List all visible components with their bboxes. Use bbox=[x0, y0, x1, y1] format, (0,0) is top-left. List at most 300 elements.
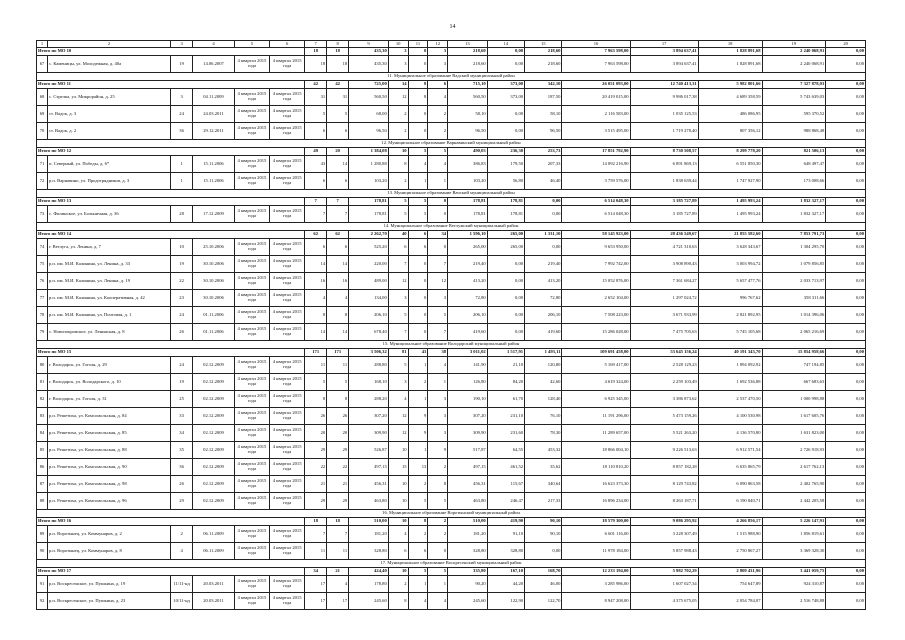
total-value: 7 bbox=[327, 198, 349, 206]
table-cell: 4 квартал 2015 года bbox=[270, 459, 305, 476]
table-cell: 0,00 bbox=[487, 256, 524, 273]
table-cell: 1 bbox=[428, 374, 448, 391]
table-cell: 43 bbox=[305, 156, 327, 173]
table-cell: 3 003 994,72 bbox=[698, 256, 762, 273]
table-cell: 4 квартал 2015 года bbox=[270, 425, 305, 442]
table-cell: 0 bbox=[428, 239, 448, 256]
table-cell: 0,00 bbox=[826, 459, 866, 476]
table-cell: 0,00 bbox=[826, 256, 866, 273]
table-cell: 22 bbox=[171, 273, 193, 290]
table-cell: 11 bbox=[327, 543, 349, 560]
table-cell: 2 821 892,95 bbox=[698, 307, 762, 324]
table-cell: 8 947 208,00 bbox=[562, 593, 630, 610]
section-row bbox=[37, 190, 866, 198]
section-title: 13. Муниципальное образование Вачский муниципальный район bbox=[37, 190, 866, 198]
table-cell: 15 286 028,00 bbox=[562, 324, 630, 341]
table-cell: 11 bbox=[305, 543, 327, 560]
table-cell: 0,00 bbox=[525, 239, 562, 256]
table-cell: 16 623 373,30 bbox=[562, 476, 630, 493]
total-value: 510,00 bbox=[448, 518, 488, 526]
page-number: 14 bbox=[449, 24, 456, 30]
table-cell: 328,80 bbox=[448, 543, 488, 560]
table-cell: 3 bbox=[428, 408, 448, 425]
table-cell: 517,87 bbox=[448, 442, 488, 459]
table-row bbox=[37, 173, 866, 190]
address-cell: ст. Вадок, д. 2 bbox=[47, 123, 170, 140]
table-cell: 0,00 bbox=[826, 173, 866, 190]
table-cell: 4 721 310,63 bbox=[630, 239, 698, 256]
table-cell: 4 квартал 2015 года bbox=[270, 307, 305, 324]
table-cell: 19 bbox=[171, 256, 193, 273]
table-cell: 74 bbox=[37, 239, 48, 256]
table-cell: 4 квартал 2015 года bbox=[234, 408, 269, 425]
table-cell: 103,20 bbox=[349, 173, 389, 190]
total-value: 62 bbox=[305, 231, 327, 239]
total-value: 8 bbox=[408, 518, 428, 526]
table-cell: 6 551 850,30 bbox=[698, 156, 762, 173]
table-cell: 288,80 bbox=[349, 357, 389, 374]
address-cell: г. Володарск, ул. Володарского, д. 10 bbox=[47, 374, 170, 391]
table-cell: 76,10 bbox=[525, 408, 562, 425]
table-cell: 2 259 103,49 bbox=[630, 374, 698, 391]
section-row bbox=[37, 73, 866, 81]
table-cell: 29 bbox=[327, 442, 349, 459]
table-cell: 4 квартал 2015 года bbox=[270, 206, 305, 223]
table-cell: 1 000 998,88 bbox=[762, 391, 826, 408]
table-cell: 7 bbox=[305, 206, 327, 223]
table-cell: 2 bbox=[428, 123, 448, 140]
column-number: 10 bbox=[388, 41, 408, 48]
total-value: 3 506,32 bbox=[349, 349, 389, 357]
table-cell: 0 bbox=[408, 123, 428, 140]
total-value: 18 bbox=[305, 48, 327, 56]
total-value: 49 bbox=[305, 148, 327, 156]
address-cell: р.п. Решетиха, ул. Комсомольская, д. 96 bbox=[47, 493, 170, 510]
table-cell: 6 bbox=[327, 123, 349, 140]
table-cell: 29 bbox=[305, 442, 327, 459]
table-cell: 11 191 296,00 bbox=[562, 408, 630, 425]
section-row bbox=[37, 510, 866, 518]
table-cell: 92 bbox=[37, 593, 48, 610]
table-cell: 219,40 bbox=[525, 256, 562, 273]
table-cell: 7 bbox=[428, 324, 448, 341]
table-cell: 29 bbox=[305, 493, 327, 510]
total-value: 90,10 bbox=[525, 518, 562, 526]
table-cell: 2 bbox=[428, 526, 448, 543]
total-row bbox=[37, 81, 866, 89]
table-cell: 6 090 863,58 bbox=[698, 476, 762, 493]
table-cell: 525,20 bbox=[349, 239, 389, 256]
total-value: 4 266 856,17 bbox=[698, 518, 762, 526]
table-cell: 4 квартал 2015 года bbox=[270, 123, 305, 140]
table-cell: 5 bbox=[428, 493, 448, 510]
total-value: 5 bbox=[408, 568, 428, 576]
table-cell: 10 bbox=[388, 442, 408, 459]
table-cell: 3 bbox=[388, 56, 408, 73]
table-cell: 2 065 216,69 bbox=[762, 324, 826, 341]
total-value: 17 851 792,90 bbox=[562, 148, 630, 156]
table-cell: 30.10.2006 bbox=[193, 290, 235, 307]
total-value: 21 bbox=[327, 568, 349, 576]
table-cell: 3 894 637,41 bbox=[630, 56, 698, 73]
table-cell: 4 квартал 2015 года bbox=[270, 408, 305, 425]
table-cell: 7 992 742,00 bbox=[562, 256, 630, 273]
table-cell: 6 bbox=[327, 239, 349, 256]
table-row bbox=[37, 374, 866, 391]
table-cell: 0,00 bbox=[487, 290, 524, 307]
table-cell: 4 квартал 2015 года bbox=[234, 576, 269, 593]
table-cell: 2 bbox=[388, 123, 408, 140]
table-cell: 103,20 bbox=[448, 173, 488, 190]
total-value: 7 853 791,73 bbox=[762, 231, 826, 239]
table-cell: 0,00 bbox=[826, 576, 866, 593]
table-cell: 8 bbox=[408, 89, 428, 106]
table-row bbox=[37, 89, 866, 106]
table-cell: 3 bbox=[388, 290, 408, 307]
housing-program-table bbox=[36, 40, 866, 610]
table-cell: 7 bbox=[327, 206, 349, 223]
table-cell: 2 054 784,07 bbox=[698, 593, 762, 610]
table-row bbox=[37, 425, 866, 442]
table-cell: 1 bbox=[171, 156, 193, 173]
table-cell: 0,00 bbox=[487, 106, 524, 123]
table-cell: 5 bbox=[408, 493, 428, 510]
table-cell: 0,00 bbox=[826, 273, 866, 290]
table-cell: 06.11.2009 bbox=[193, 526, 235, 543]
table-cell: 0,00 bbox=[826, 357, 866, 374]
total-value: 490,03 bbox=[448, 148, 488, 156]
total-value: 821 506,13 bbox=[762, 148, 826, 156]
address-cell: с. Каменицы, ул. Молодежная, д. 40а bbox=[47, 56, 170, 73]
table-cell: 178,81 bbox=[487, 206, 524, 223]
total-value: 8 bbox=[408, 81, 428, 89]
table-cell: 6 912 571,54 bbox=[698, 442, 762, 459]
table-cell: 7 bbox=[388, 256, 408, 273]
total-row bbox=[37, 231, 866, 239]
table-cell: 4 квартал 2015 года bbox=[270, 374, 305, 391]
table-cell: 29 bbox=[327, 493, 349, 510]
table-cell: 2 652 104,00 bbox=[562, 290, 630, 307]
table-cell: 0,00 bbox=[826, 156, 866, 173]
table-cell: 11/11-нд bbox=[171, 576, 193, 593]
total-value: 18 bbox=[327, 518, 349, 526]
table-cell: 4 квартал 2015 года bbox=[234, 324, 269, 341]
table-cell: 2 033 713,97 bbox=[762, 273, 826, 290]
table-cell: 4 bbox=[327, 290, 349, 307]
table-cell: 6 bbox=[408, 239, 428, 256]
table-cell: 19 bbox=[171, 374, 193, 391]
table-cell: 245,60 bbox=[448, 593, 488, 610]
table-cell: 0,00 bbox=[826, 425, 866, 442]
table-cell: 33 bbox=[171, 408, 193, 425]
table-cell: 06.11.2009 bbox=[193, 543, 235, 560]
table-cell: 15.11.2006 bbox=[193, 156, 235, 173]
table-cell: 6 bbox=[305, 123, 327, 140]
table-cell: 486 086,95 bbox=[698, 106, 762, 123]
total-value: 2 240 068,91 bbox=[762, 48, 826, 56]
table-cell: 02.12.2009 bbox=[193, 408, 235, 425]
table-cell: 1 894 092,92 bbox=[698, 357, 762, 374]
table-body bbox=[37, 41, 866, 610]
total-row bbox=[37, 568, 866, 576]
table-cell: 3 bbox=[428, 391, 448, 408]
table-cell: 4 bbox=[408, 593, 428, 610]
table-cell: 90,20 bbox=[448, 576, 488, 593]
column-number: 7 bbox=[305, 41, 327, 48]
table-cell: 6 bbox=[388, 543, 408, 560]
total-value: 6 514 048,30 bbox=[562, 198, 630, 206]
table-cell: 245,60 bbox=[349, 593, 389, 610]
table-cell: 3 bbox=[428, 56, 448, 73]
table-cell: 26 bbox=[171, 324, 193, 341]
total-value: 419,90 bbox=[487, 518, 524, 526]
total-value: 26 051 093,00 bbox=[562, 81, 630, 89]
table-cell: 44,20 bbox=[487, 576, 524, 593]
table-cell: 1 304 295,70 bbox=[762, 239, 826, 256]
column-number: 20 bbox=[826, 41, 866, 48]
table-cell: 5 743 639,03 bbox=[762, 89, 826, 106]
table-cell: 20 bbox=[305, 425, 327, 442]
total-value: 38 bbox=[428, 349, 448, 357]
total-value: 1 331,10 bbox=[525, 231, 562, 239]
table-cell: 754 647,89 bbox=[698, 576, 762, 593]
table-row bbox=[37, 307, 866, 324]
table-cell: 2 402 765,90 bbox=[762, 476, 826, 493]
table-cell: 70 bbox=[37, 123, 48, 140]
table-row bbox=[37, 442, 866, 459]
table-cell: 7 475 705,63 bbox=[630, 324, 698, 341]
table-cell: 8 bbox=[327, 307, 349, 324]
table-cell: 206,10 bbox=[349, 307, 389, 324]
column-number-row bbox=[37, 41, 866, 48]
section-title: 11. Муниципальное образование Вадский муниципальный район bbox=[37, 73, 866, 81]
total-value: 20 bbox=[327, 148, 349, 156]
table-cell: 178,80 bbox=[349, 576, 389, 593]
table-cell: 1 280,88 bbox=[349, 156, 389, 173]
table-cell: 21 bbox=[327, 476, 349, 493]
total-value: 335,80 bbox=[448, 568, 488, 576]
column-number: 4 bbox=[193, 41, 235, 48]
table-cell: 26 bbox=[327, 408, 349, 425]
table-cell: 0,00 bbox=[826, 324, 866, 341]
address-cell: р.п. Воскресенское, ул. Пушкина, д. 23 bbox=[47, 593, 170, 610]
table-cell: 126,80 bbox=[448, 374, 488, 391]
table-cell: 0 bbox=[408, 256, 428, 273]
table-cell: 5 bbox=[428, 307, 448, 324]
table-cell: 0,00 bbox=[826, 476, 866, 493]
total-value: 18 bbox=[305, 518, 327, 526]
table-cell: 9 226 513,63 bbox=[630, 442, 698, 459]
table-cell: 190,10 bbox=[448, 391, 488, 408]
table-cell: 4 квартал 2015 года bbox=[234, 442, 269, 459]
total-value: 18 bbox=[327, 48, 349, 56]
total-value: 178,81 bbox=[487, 198, 524, 206]
total-value: 178,81 bbox=[349, 198, 389, 206]
table-cell: 4 квартал 2015 года bbox=[270, 290, 305, 307]
total-value: 0,00 bbox=[826, 198, 866, 206]
table-cell: 4 квартал 2015 года bbox=[234, 290, 269, 307]
table-cell: 24 bbox=[171, 106, 193, 123]
table-cell: 14 bbox=[327, 324, 349, 341]
total-value: 1 832 327,17 bbox=[762, 198, 826, 206]
total-value: 42 bbox=[327, 81, 349, 89]
section-row bbox=[37, 341, 866, 349]
table-cell: 1 832 327,17 bbox=[762, 206, 826, 223]
table-cell: 328,80 bbox=[349, 543, 389, 560]
table-cell: 5 473 159,26 bbox=[630, 408, 698, 425]
table-cell: 4 bbox=[428, 357, 448, 374]
column-number: 5 bbox=[234, 41, 269, 48]
table-cell: 0,00 bbox=[826, 123, 866, 140]
table-cell: 4 квартал 2015 года bbox=[234, 256, 269, 273]
total-value: 6 bbox=[408, 231, 428, 239]
table-cell: 4 квартал 2015 года bbox=[234, 543, 269, 560]
table-cell: 0 bbox=[408, 290, 428, 307]
table-cell: 86 bbox=[37, 459, 48, 476]
table-cell: 16 bbox=[327, 273, 349, 290]
table-cell: 3 bbox=[388, 374, 408, 391]
table-cell: 0,00 bbox=[826, 89, 866, 106]
table-cell: 18 bbox=[305, 56, 327, 73]
table-cell: 4 квартал 2015 года bbox=[234, 56, 269, 73]
table-cell: 12 bbox=[428, 273, 448, 290]
table-cell: 68 bbox=[37, 89, 48, 106]
table-cell: 4 квартал 2015 года bbox=[270, 173, 305, 190]
table-cell: 0,00 bbox=[826, 442, 866, 459]
table-row bbox=[37, 357, 866, 374]
table-cell: 6 891 869,13 bbox=[630, 156, 698, 173]
column-number: 19 bbox=[762, 41, 826, 48]
table-cell: 18 866 004,10 bbox=[562, 442, 630, 459]
table-cell: 17 bbox=[305, 576, 327, 593]
table-cell: 10 bbox=[171, 239, 193, 256]
table-row bbox=[37, 476, 866, 493]
table-cell: 217,33 bbox=[525, 493, 562, 510]
table-cell: 78 bbox=[37, 307, 48, 324]
table-cell: 4 bbox=[388, 391, 408, 408]
total-label: Итого по МО 16 bbox=[37, 518, 305, 526]
table-cell: 56,80 bbox=[487, 173, 524, 190]
table-cell: 206,10 bbox=[525, 307, 562, 324]
table-cell: 2 bbox=[408, 476, 428, 493]
table-row bbox=[37, 459, 866, 476]
table-row bbox=[37, 408, 866, 425]
table-cell: 19 bbox=[171, 56, 193, 73]
table-cell: 26 bbox=[171, 476, 193, 493]
total-value: 0 bbox=[428, 198, 448, 206]
table-cell: 307,20 bbox=[448, 408, 488, 425]
table-cell: 0,00 bbox=[826, 593, 866, 610]
table-cell: 6 635 865,79 bbox=[698, 459, 762, 476]
table-cell: 435,30 bbox=[349, 56, 389, 73]
table-cell: 58,10 bbox=[525, 106, 562, 123]
table-cell: 4 квартал 2015 года bbox=[270, 239, 305, 256]
table-cell: 83 bbox=[37, 408, 48, 425]
table-cell: 4 bbox=[428, 89, 448, 106]
total-label: Итого по МО 10 bbox=[37, 48, 305, 56]
total-value: 3 011,02 bbox=[448, 349, 488, 357]
table-cell: 20 bbox=[327, 425, 349, 442]
address-cell: р.п. Варнавино, ул. Продотрядников, д. 3 bbox=[47, 173, 170, 190]
table-cell: 560,50 bbox=[349, 89, 389, 106]
table-cell: 87 bbox=[37, 476, 48, 493]
table-cell: 453,32 bbox=[525, 442, 562, 459]
table-cell: 4 квартал 2015 года bbox=[270, 442, 305, 459]
table-cell: 02.12.2009 bbox=[193, 442, 235, 459]
column-number: 3 bbox=[171, 41, 193, 48]
table-cell: 463,80 bbox=[349, 493, 389, 510]
table-cell: 6 bbox=[327, 173, 349, 190]
total-value: 5 bbox=[428, 568, 448, 576]
table-cell: 181,20 bbox=[349, 526, 389, 543]
table-cell: 0 bbox=[408, 324, 428, 341]
table-cell: 14 bbox=[327, 156, 349, 173]
table-row bbox=[37, 256, 866, 273]
table-cell: 4 квартал 2015 года bbox=[270, 526, 305, 543]
address-cell: р.п. им. М.И. Калинина, ул. Ленина, д. 33 bbox=[47, 256, 170, 273]
address-cell: п. Северный, ул. Победы, д. 6* bbox=[47, 156, 170, 173]
table-row bbox=[37, 526, 866, 543]
table-cell: 1 495 993,24 bbox=[698, 206, 762, 223]
table-cell: 16 896 234,00 bbox=[562, 493, 630, 510]
table-cell: 128,40 bbox=[525, 391, 562, 408]
table-cell: 2 bbox=[408, 526, 428, 543]
total-label: Итого по МО 12 bbox=[37, 148, 305, 156]
table-cell: 1 bbox=[171, 173, 193, 190]
table-cell: 17 bbox=[305, 593, 327, 610]
table-cell: 6 925 345,00 bbox=[562, 391, 630, 408]
address-cell: р.п. Воротынец, ул. Коммунаров, д. 8 bbox=[47, 543, 170, 560]
table-cell: 4 квартал 2015 года bbox=[270, 324, 305, 341]
table-cell: 4 квартал 2015 года bbox=[234, 106, 269, 123]
table-row bbox=[37, 493, 866, 510]
address-cell: р.п. Решетиха, ул. Комсомольская, д. 90 bbox=[47, 459, 170, 476]
table-cell: 373,00 bbox=[487, 89, 524, 106]
table-cell: 4 квартал 2015 года bbox=[234, 123, 269, 140]
total-value: 58 145 923,00 bbox=[562, 231, 630, 239]
table-cell: 5 bbox=[388, 357, 408, 374]
table-cell: 5 745 105,68 bbox=[698, 324, 762, 341]
table-cell: 1 617 605,76 bbox=[762, 408, 826, 425]
table-cell: 0,00 bbox=[826, 106, 866, 123]
table-cell: 309,90 bbox=[349, 425, 389, 442]
total-value: 167,10 bbox=[487, 568, 524, 576]
table-cell: 15 bbox=[388, 459, 408, 476]
table-cell: 18 110 810,20 bbox=[562, 459, 630, 476]
total-value: 43 bbox=[408, 349, 428, 357]
table-cell: 82 bbox=[37, 391, 48, 408]
total-value: 5 bbox=[388, 198, 408, 206]
total-value: 12 740 413,31 bbox=[630, 81, 698, 89]
section-row bbox=[37, 223, 866, 231]
table-cell: 4 квартал 2015 года bbox=[234, 593, 269, 610]
table-cell: 2 bbox=[388, 106, 408, 123]
table-cell: 90 bbox=[37, 543, 48, 560]
total-value: 14 bbox=[388, 81, 408, 89]
table-row bbox=[37, 290, 866, 307]
table-cell: 5 bbox=[305, 106, 327, 123]
address-cell: с. Новопокровское, ул. Ленинская, д. 8 bbox=[47, 324, 170, 341]
table-cell: 1 bbox=[428, 173, 448, 190]
table-cell: 141,90 bbox=[448, 357, 488, 374]
total-value: 12 233 194,00 bbox=[562, 568, 630, 576]
table-cell: 2 617 762,13 bbox=[762, 459, 826, 476]
table-row bbox=[37, 106, 866, 123]
table-cell: 78,30 bbox=[525, 425, 562, 442]
table-cell: 0,00 bbox=[826, 391, 866, 408]
table-cell: 0 bbox=[428, 543, 448, 560]
table-cell: 3 908 890,43 bbox=[630, 256, 698, 273]
